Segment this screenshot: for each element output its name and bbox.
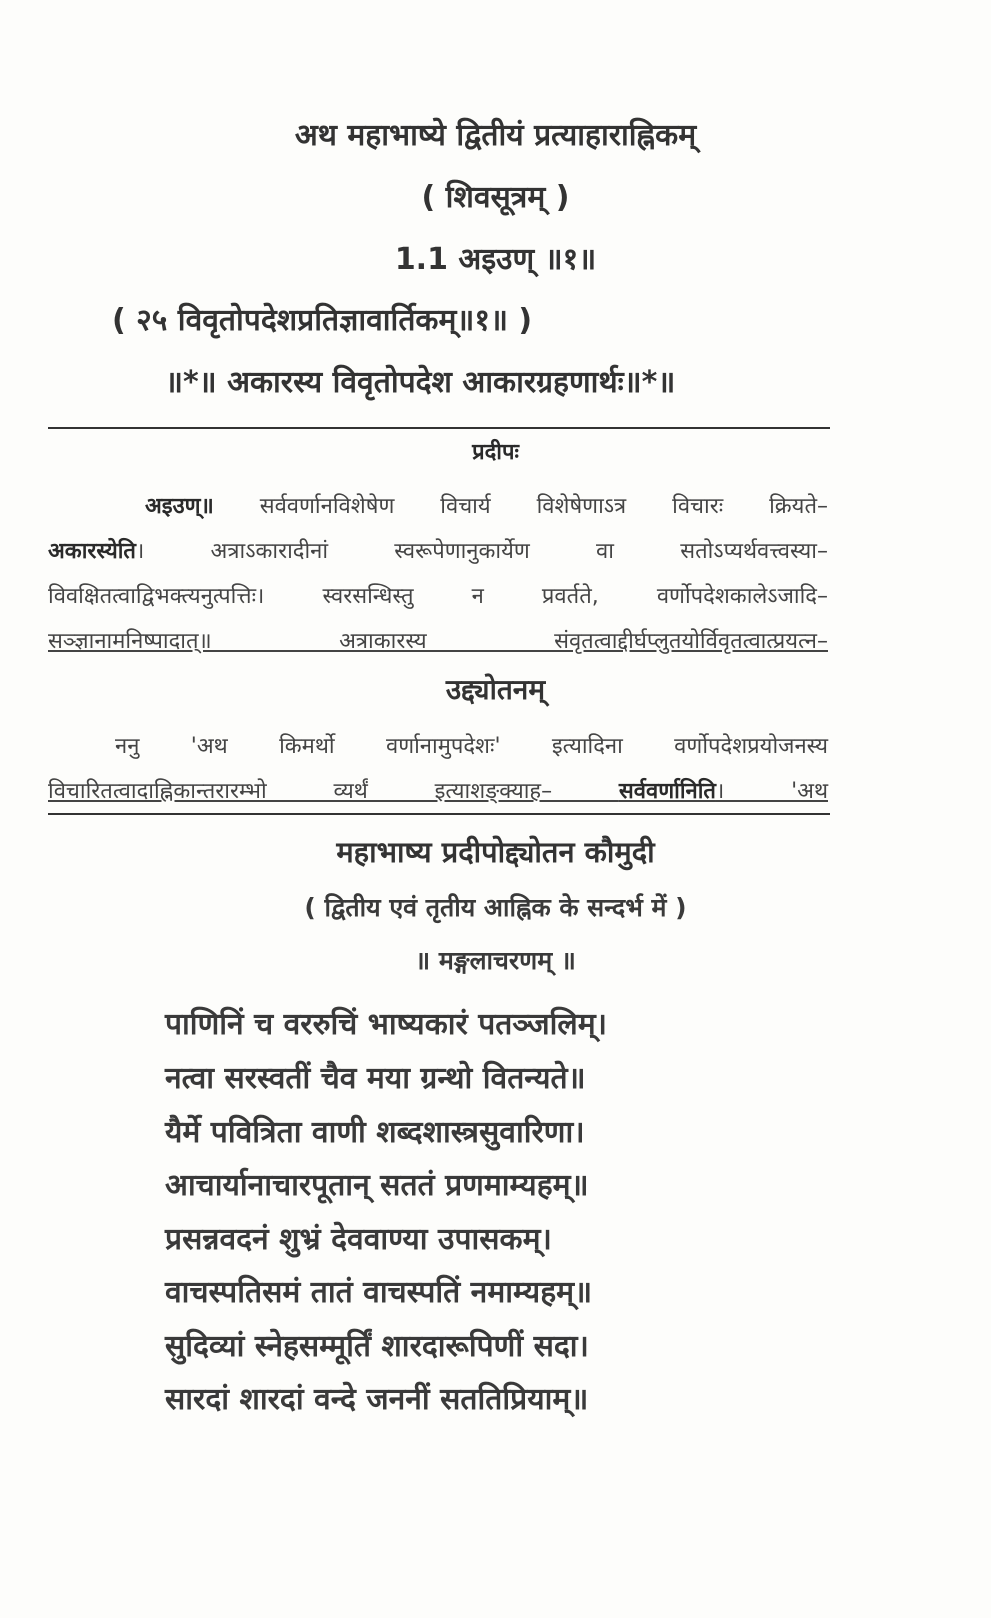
uddyota-line: ननु 'अथ किमर्थो वर्णानामुपदेशः' इत्यादिना वर्णोपदेशप्रयोजनस्य	[115, 734, 828, 759]
book-subtitle: ( द्वितीय एवं तृतीय आह्निक के सन्दर्भ में )	[304, 893, 687, 922]
text: । 'अथ	[715, 779, 828, 804]
pradipa-line: सञ्ज्ञानामनिष्पादात्॥ अत्राकारस्य संवृतत्वाद्दीर्घप्लुतयोर्विवृतत्वात्प्रयत्न–	[48, 629, 828, 654]
divider	[48, 813, 830, 815]
pradipa-heading: प्रदीपः	[472, 440, 519, 465]
vartika-heading: ( २५ विवृतोपदेशप्रतिज्ञावार्तिकम्॥१॥ )	[112, 303, 533, 338]
bold-term: अइउण्॥	[145, 494, 214, 519]
verse-line: वाचस्पतिसमं तातं वाचस्पतिं नमाम्यहम्॥	[165, 1275, 593, 1310]
uddyota-heading: उद्द्योतनम्	[445, 673, 546, 706]
sutra-heading: 1.1 अइउण् ॥१॥	[394, 242, 597, 277]
verse-line: नत्वा सरस्वतीं चैव मया ग्रन्थो वितन्यते॥	[165, 1061, 586, 1096]
verse-line: सारदां शारदां वन्दे जननीं सततिप्रियाम्॥	[165, 1382, 589, 1417]
text: सर्ववर्णानविशेषेण विचार्य विशेषेणाऽत्र विचारः क्रियते–	[213, 494, 828, 519]
pradipa-line	[48, 535, 828, 565]
text: विचारितत्वादाह्निकान्तरारम्भो व्यर्थं इत्याशङ्क्याह–	[48, 779, 619, 804]
text: । अत्राऽकारादीनां स्वरूपेणानुकार्येण वा सतोऽप्यर्थवत्त्वस्या–	[135, 539, 828, 564]
verse-line: पाणिनिं च वररुचिं भाष्यकारं पतञ्जलिम्।	[165, 1007, 608, 1042]
book-title: महाभाष्य प्रदीपोद्द्योतन कौमुदी	[336, 835, 655, 869]
mangala-heading: ॥ मङ्गलाचरणम् ॥	[415, 946, 576, 975]
chapter-subtitle: ( शिवसूत्रम् )	[421, 180, 570, 215]
vartika-text: ॥*॥ अकारस्य विवृतोपदेश आकारग्रहणार्थः॥*॥	[165, 365, 676, 400]
pradipa-line	[145, 490, 828, 520]
bold-term: सर्ववर्णानिति	[618, 779, 716, 804]
pradipa-line: विवक्षितत्वाद्विभक्त्यनुत्पत्तिः। स्वरसन्धिस्तु न प्रवर्तते, वर्णोपदेशकालेऽजादि–	[48, 584, 828, 609]
verse-line: सुदिव्यां स्नेहसम्मूर्तिं शारदारूपिणीं सदा।	[165, 1329, 589, 1364]
verse-line: प्रसन्नवदनं शुभ्रं देववाण्या उपासकम्।	[165, 1222, 552, 1257]
verse-line: यैर्मे पवित्रिता वाणी शब्दशास्त्रसुवारिणा।	[165, 1115, 585, 1150]
verse-line: आचार्यानाचारपूतान् सततं प्रणमाम्यहम्॥	[165, 1168, 589, 1203]
chapter-title: अथ महाभाष्ये द्वितीयं प्रत्याहाराह्निकम्	[294, 118, 697, 153]
bold-term: अकारस्येति	[48, 539, 136, 564]
divider	[48, 427, 830, 429]
uddyota-line	[48, 775, 828, 805]
